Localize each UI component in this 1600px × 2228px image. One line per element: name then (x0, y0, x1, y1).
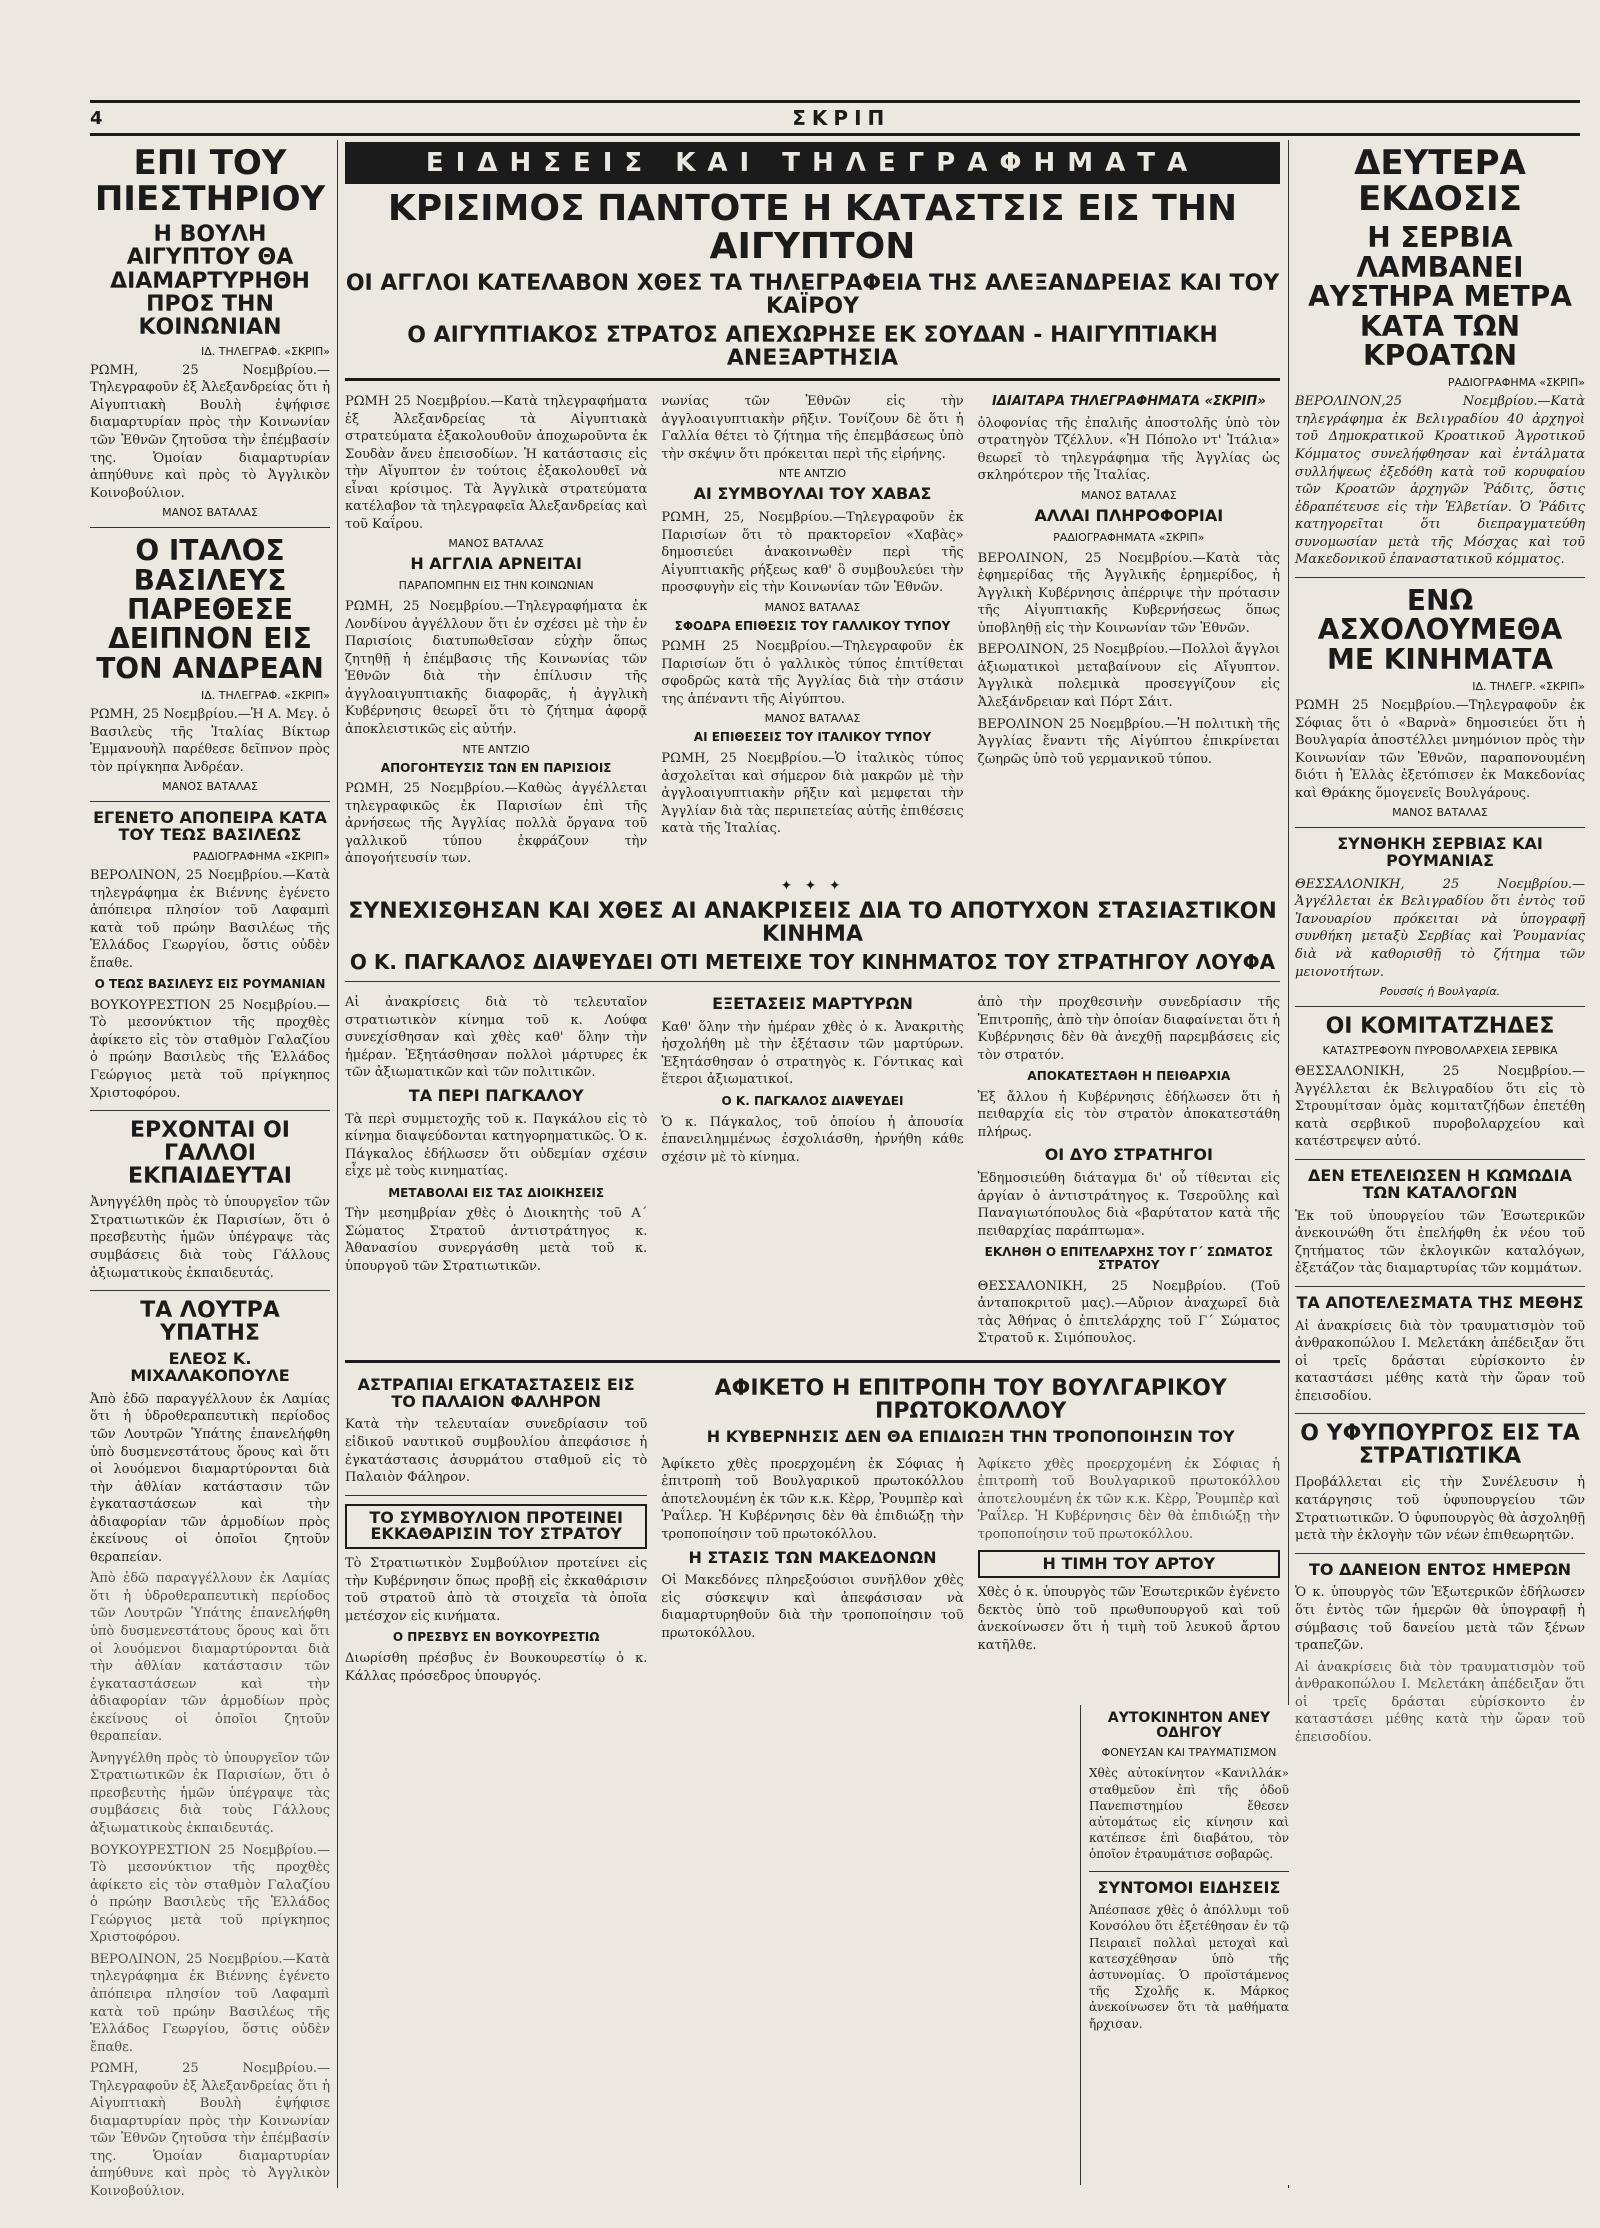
headline: ΤΑ ΑΠΟΤΕΛΕΣΜΑΤΑ ΤΗΣ ΜΕΘΗΣ (1296, 1292, 1584, 1312)
subheadline: ΕΞΕΤΑΣΕΙΣ ΜΑΡΤΥΡΩΝ (712, 994, 913, 1014)
headline: ΕΝΩ ΑΣΧΟΛΟΥΜΕΘΑ ΜΕ ΚΙΝΗΜΑΤΑ (1317, 583, 1563, 676)
article-text: ΡΩΜΗ 25 Νοεμβρίου.—Κατὰ τηλεγραφήματα ἐξ Ἀλεξανδρείας τὰ Αἰγυπτιακὰ στρατεύματα ἐξακολουθοῦν ἀποχωροῦντα ἐκ Σουδὰν ἄνευ ἐπεισοδίων. Ἡ κατάστασις εἰς τὴν Αἴγυπτον ἐν τούτοις ἐξακολουθεῖ νὰ εἶναι κρίσιμος. Τὰ Ἀγγλικὰ στρατεύματα κατέλαβον τὰ τηλεγραφεῖα Ἀλεξανδρείας καὶ τοῦ Καΐρου. (345, 393, 648, 532)
article-text: Τὰ περὶ συμμετοχῆς τοῦ κ. Παγκάλου εἰς τὸ κίνημα διαψεύδονται κατηγορηματικῶς. Ὁ κ. Πάγκαλος ἐδήλωσεν ὅτι οὐδεμίαν σχέσιν εἶχε μὲ τοὺς κινηματίας. (345, 1111, 648, 1180)
masthead (90, 100, 1580, 136)
article-text: ΒΕΡΟΛΙΝΟΝ, 25 Νοεμβρίου.—Πολλοὶ ἄγγλοι ἀξιωματικοὶ μεταβαίνουν εἰς Αἴγυπτον. Ἀγγλικὰ πολεμικὰ προσεγγίζουν εἰς Ἀλεξάνδρειαν καὶ Πόρτ Σάιτ. (977, 642, 1280, 710)
protocol-column-1 (661, 1452, 963, 1659)
article-text: Ἀπὸ ἐδῶ παραγγέλλουν ἐκ Λαμίας ὅτι ἡ ὑδροθεραπευτικὴ περίοδος τῶν Λουτρῶν Ὑπάτης ἐπανελήφθη ὑπὸ δυσμενεστάτους ὅρους καὶ ὅτι οἱ λουόμενοι διαμαρτύρονται διὰ τὴν ἀθλίαν κατάστασιν τῶν ἐγκαταστάσεων καὶ τὴν ἀδιαφορίαν τῶν ἁρμοδίων πρὸς ἐκείνους οἱ ὁποῖοι ζητοῦν θεραπείαν. (90, 1571, 330, 1745)
divider (1295, 1553, 1585, 1554)
article-text: ΒΟΥΚΟΥΡΕΣΤΙΟΝ 25 Νοεμβρίου.—Τὸ μεσονύκτιον τῆς προχθὲς ἀφίκετο εἰς τὸν σταθμὸν Γαλαζίου ὁ πρώην Βασιλεὺς τῆς Ἑλλάδος Γεώργιος μετὰ τοῦ πρίγκηπος Χριστοφόρου. (90, 997, 330, 1101)
article-text: ΒΕΡΟΛΙΝΟΝ, 25 Νοεμβρίου.—Κατὰ τηλεγράφημα ἐκ Βιέννης ἐγένετο ἀπόπειρα πλησίον τοῦ Λαφαμπὶ κατὰ τοῦ πρώην Βασιλέως τῆς Ἑλλάδος Γεωργίου, ὅστις οὐδὲν ἔπαθε. (90, 867, 330, 971)
telegram-column-3 (978, 389, 1280, 872)
article-text: Διωρίσθη πρέσβυς ἐν Βουκουρεστίῳ ὁ κ. Κάλλας πρόσεδρος ὑπουργός. (345, 1650, 648, 1684)
subheadline: ΑΠΟΚΑΤΕΣΤΑΘΗ Η ΠΕΙΘΑΡΧΙΑ (1027, 1069, 1231, 1084)
subheadline: ΦΟΝΕΥΣΑΝ ΚΑΙ ΤΡΑΥΜΑΤΙΣΜΟΝ (1101, 1746, 1277, 1760)
article-text: Τὸ Στρατιωτικὸν Συμβούλιον προτείνει εἰς τὴν Κυβέρνησιν ὅπως προβῇ εἰς ἐκκαθάρισιν τοῦ στρατοῦ ἀπὸ τὰ στοιχεῖα τὰ ὁποῖα μετέσχον εἰς κινήματα. (345, 1556, 648, 1624)
inquiry-column-3 (978, 990, 1280, 1352)
article-text: Ἀφίκετο χθὲς προερχομένη ἐκ Σόφιας ἡ ἐπιτροπὴ τοῦ Βουλγαρικοῦ πρωτοκόλλου ἀποτελουμένη ἐκ τῶν κ.κ. Κὲρρ, Ῥουμπὲρ καὶ Ῥαΐλερ. Ἡ Κυβέρνησις δὲν θὰ ἐπιδιώξῃ τὴν τροποποίησιν τοῦ πρωτοκόλλου. (661, 1456, 964, 1542)
bottom-news-block (1080, 1705, 1289, 2185)
byline: ΜΑΝΟΣ ΒΑΤΑΛΑΣ (1080, 488, 1177, 502)
article-text: ΡΩΜΗ, 25, Νοεμβρίου.—Τηλεγραφοῦν ἐκ Παρισίων ὅτι τὸ πρακτορεῖον «Χαβὰς» δημοσιεύει ἀνακοινωθὲν περὶ τῆς Αἰγυπτιακῆς ρήξεως καθ' ὃ συμβουλεύει τὴν προσφυγὴν εἰς τὴν Κοινωνίαν τῶν Ἐθνῶν. (661, 509, 964, 596)
lower-column-2 (661, 1371, 1280, 1689)
subheadline: Η ΑΓΓΛΙΑ ΑΡΝΕΙΤΑΙ (410, 554, 582, 574)
subheadline: ΠΑΡΑΠΟΜΠΗΝ ΕΙΣ ΤΗΝ ΚΟΙΝΩΝΙΑΝ (398, 579, 594, 593)
divider (1295, 1159, 1585, 1160)
subheadline: ΙΔΙΑΙΤΑΡΑ ΤΗΛΕΓΡΑΦΗΜΑΤΑ «ΣΚΡΙΠ» (991, 393, 1266, 409)
article-text: ΘΕΣΣΑΛΟΝΙΚΗ, 25 Νοεμβρίου.—Ἀγγέλλεται ἐκ Βελιγραδίου ὅτι εἰς τὸ Στρουμίτσαν ὁμὰς κομιτατζήδων ἐπετέθη κατὰ σερβικοῦ πυροβολαρχείου καὶ κατέστρεψεν αὐτό. (1295, 1064, 1585, 1150)
subheadline: ΑΠΟΓΟΗΤΕΥΣΙΣ ΤΩΝ ΕΝ ΠΑΡΙΣΙΟΙΣ (380, 760, 612, 775)
headline: ΤΟ ΣΥΜΒΟΥΛΙΟΝ ΠΡΟΤΕΙΝΕΙ ΕΚΚΑΘΑΡΙΣΙΝ ΤΟΥ ΣΤΡΑΤΟΥ (345, 1504, 647, 1550)
dateline: ΙΔ. ΤΗΛΕΓΡΑΦ. «ΣΚΡΙΠ» (201, 689, 330, 703)
divider (345, 1360, 1280, 1363)
divider (1295, 577, 1585, 578)
article-text: Καθ' ὅλην τὴν ἡμέραν χθὲς ὁ κ. Ἀνακριτὴς ἠσχολήθη μὲ τὴν ἐξέτασιν τῶν μαρτύρων. Ἐξητάσθησαν ὁ στρατηγὸς κ. Γόντικας καὶ ἕτεροι ἀξιωματικοί. (661, 1019, 964, 1088)
article-text: Ἐξ ἄλλου ἡ Κυβέρνησις ἐδήλωσεν ὅτι ἡ πειθαρχία εἰς τὸν στρατὸν ἀποκατεστάθη πλήρως. (977, 1089, 1280, 1140)
dateline: ΙΔ. ΤΗΛΕΓΡ. «ΣΚΡΙΠ» (1472, 679, 1585, 693)
headline: ΣΥΝΘΗΚΗ ΣΕΡΒΙΑΣ ΚΑΙ ΡΟΥΜΑΝΙΑΣ (1337, 834, 1543, 871)
divider (1089, 1871, 1289, 1872)
article-text: ΡΩΜΗ, 25 Νοεμβρίου.—Τηλεγραφοῦν ἐξ Ἀλεξανδρείας ὅτι ἡ Αἰγυπτιακὴ Βουλὴ ἐψήφισε διαμαρτυρίαν πρὸς τὴν Κοινωνίαν τῶν Ἐθνῶν ζητοῦσα τὴν ἐπέμβασίν της. Ὁμοίαν διαμαρτυρίαν ἀπηύθυνε καὶ πρὸς τὸ Ἀγγλικὸν Κοινοβούλιον. (90, 2061, 330, 2199)
headline: ΑΥΤΟΚΙΝΗΤΟΝ ΑΝΕΥ ΟΔΗΓΟΥ (1107, 1710, 1271, 1741)
article-text: Ἀπὸ ἐδῶ παραγγέλλουν ἐκ Λαμίας ὅτι ἡ ὑδροθεραπευτικὴ περίοδος τῶν Λουτρῶν Ὑπάτης ἐπανελήφθη ὑπὸ δυσμενεστάτους ὅρους καὶ ὅτι οἱ λουόμενοι διαμαρτύρονται διὰ τὴν ἀθλίαν κατάστασιν τῶν ἐγκαταστάσεων καὶ τὴν ἀδιαφορίαν τῶν ἁρμοδίων πρὸς ἐκείνους οἱ ὁποῖοι ζητοῦν θεραπείαν. (90, 1391, 330, 1565)
subheadline: Ο Κ. ΠΑΓΚΑΛΟΣ ΔΙΑΨΕΥΔΕΙ (721, 1094, 904, 1109)
subheadline: ΕΚΛΗΘΗ Ο ΕΠΙΤΕΛΑΡΧΗΣ ΤΟΥ Γ΄ ΣΩΜΑΤΟΣ ΣΤΡΑΤΟΥ (984, 1245, 1273, 1273)
divider (1295, 827, 1585, 828)
subheadline: Η ΣΤΑΣΙΣ ΤΩΝ ΜΑΚΕΔΟΝΩΝ (688, 1547, 937, 1567)
headline: ΤΑ ΛΟΥΤΡΑ ΥΠΑΤΗΣ (140, 1298, 280, 1347)
page-number: 4 (90, 107, 103, 129)
telegram-columns (345, 389, 1280, 872)
subheadline: ΤΑ ΠΕΡΙ ΠΑΓΚΑΛΟΥ (408, 1085, 584, 1105)
subheadline: Ο ΠΡΕΣΒΥΣ ΕΝ ΒΟΥΚΟΥΡΕΣΤΙΩ (392, 1630, 600, 1645)
article-text: ὀλοφονίας τῆς ἐπαλιῆς ἀποστολῆς ὑπὸ τὸν στρατηγὸν Τζέλλυν. «Ἡ Πόπολο ντ' Ἰτάλια» θεωρεῖ τὸ τηλεγράφημα τῆς Ἀγγλίας ὡς σκληρότερον τῆς Ἰταλίας. (977, 415, 1280, 484)
article-text: Ὁ κ. ὑπουργὸς τῶν Ἐξωτερικῶν ἐδήλωσεν ὅτι ἐντὸς τῶν ἡμερῶν θὰ ὑπογραφῇ ἡ σύμβασις τοῦ δανείου μετὰ τῶν ξένων τραπεζῶν. (1295, 1585, 1585, 1654)
telegram-column-2 (661, 389, 963, 872)
byline: ΜΑΝΟΣ ΒΑΤΑΛΑΣ (764, 712, 861, 726)
divider (1295, 1286, 1585, 1287)
subheadline: ΟΙ ΔΥΟ ΣΤΡΑΤΗΓΟΙ (1044, 1145, 1213, 1165)
subheadline: ΑΙ ΣΥΜΒΟΥΛΑΙ ΤΟΥ ΧΑΒΑΣ (693, 484, 932, 504)
article-text: Χθὲς αὐτοκίνητον «Κανιλλάκ» σταθμεῦον ἐπὶ τῆς ὁδοῦ Πανεπιστημίου ἔθεσεν αὐτομάτως εἰς κίνησιν καὶ κατέπεσε ἐπὶ διαβάτου, τὸν ὁποῖον ἐτραυμάτισε σοβαρῶς. (1089, 1766, 1289, 1862)
subheadline: ΕΛΕΟΣ Κ. ΜΙΧΑΛΑΚΟΠΟΥΛΕ (130, 1349, 290, 1386)
headline: ΑΣΤΡΑΠΙΑΙ ΕΓΚΑΤΑΣΤΑΣΕΙΣ ΕΙΣ ΤΟ ΠΑΛΑΙΟΝ ΦΑΛΗΡΟΝ (357, 1374, 635, 1411)
headline: ΕΓΕΝΕΤΟ ΑΠΟΠΕΙΡΑ ΚΑΤΑ ΤΟΥ ΤΕΩΣ ΒΑΣΙΛΕΩΣ (93, 808, 327, 845)
subheadline: ΡΑΔΙΟΓΡΑΦΗΜΑΤΑ «ΣΚΡΙΠ» (1053, 530, 1205, 544)
headline: ΤΟ ΔΑΝΕΙΟΝ ΕΝΤΟΣ ΗΜΕΡΩΝ (1309, 1559, 1571, 1579)
subheadline: ΑΛΛΑΙ ΠΛΗΡΟΦΟΡΙΑΙ (1034, 505, 1224, 525)
article-text: ΡΩΜΗ, 25 Νοεμβρίου.—Τηλεγραφοῦν ἐξ Ἀλεξανδρείας ὅτι ἡ Αἰγυπτιακὴ Βουλὴ ἐψήφισε διαμαρτυρίαν πρὸς τὴν Κοινωνίαν τῶν Ἐθνῶν ζητοῦσα τὴν ἐπέμβασίν της. Ὁμοίαν διαμαρτυρίαν ἀπηύθυνε καὶ πρὸς τὸ Ἀγγλικὸν Κοινοβούλιον. (90, 362, 330, 501)
subheadline: ΣΦΟΔΡΑ ΕΠΙΘΕΣΙΣ ΤΟΥ ΓΑΛΛΙΚΟΥ ΤΥΠΟΥ (674, 618, 951, 633)
dateline: ΡΑΔΙΟΓΡΑΦΗΜΑ «ΣΚΡΙΠ» (1447, 376, 1585, 390)
article-text: Προβάλλεται εἰς τὴν Συνέλευσιν ἡ κατάργησις τοῦ ὑφυπουργείου τῶν Στρατιωτικῶν. Ὁ ὑφυπουργὸς θὰ ἀσχοληθῇ μετὰ τὴν ἐκλογὴν τῶν νέων ἐπιθεωρητῶν. (1295, 1475, 1585, 1544)
article-text: ΘΕΣΣΑΛΟΝΙΚΗ, 25 Νοεμβρίου.—Ἀγγέλλεται ἐκ Βελιγραδίου ὅτι ἐντὸς τοῦ Ἰανουαρίου πρόκειται νὰ ὑπογραφῇ συνθήκη μεταξὺ Σερβίας καὶ Ῥουμανίας διὰ νὰ καθορισθῇ τὸ ζήτημα τῶν μειονοτήτων. (1295, 876, 1585, 980)
article-text: Τὴν μεσημβρίαν χθὲς ὁ Διοικητὴς τοῦ Α΄ Σώματος Στρατοῦ ἀντιστράτηγος κ. Ἀθανασίου συνεργάσθη μετὰ τοῦ κ. ὑπουργοῦ τῶν Στρατιωτικῶν. (345, 1206, 648, 1274)
subheadline: ΑΙ ΕΠΙΘΕΣΕΙΣ ΤΟΥ ΙΤΑΛΙΚΟΥ ΤΥΠΟΥ (693, 730, 932, 745)
byline: ΜΑΝΟΣ ΒΑΤΑΛΑΣ (1392, 806, 1488, 820)
article-text: ΡΩΜΗ, 25 Νοεμβρίου.—Καθὼς ἀγγέλλεται τηλεγραφικῶς ἐκ Παρισίων ἐπὶ τῆς ἀρνήσεως τῆς Ἀγγλίας πολλὰ ὄργανα τοῦ γαλλικοῦ τύπου ἐκφράζουν τὴν ἀπογοήτευσίν των. (345, 781, 648, 867)
article-text: Αἱ ἀνακρίσεις διὰ τὸν τραυματισμὸν τοῦ ἀνθρακοπώλου Ι. Μελετάκη ἀπέδειξαν ὅτι οἱ τρεῖς δράσται εὑρίσκοντο ἐν καταστάσει μέθης κατὰ τὴν ὥραν τοῦ ἐπεισοδίου. (1295, 1318, 1585, 1404)
lower-column-1 (345, 1371, 647, 1689)
divider (1295, 1413, 1585, 1414)
article-text: Αἱ ἀνακρίσεις διὰ τὸν τραυματισμὸν τοῦ ἀνθρακοπώλου Ι. Μελετάκη ἀπέδειξαν ὅτι οἱ τρεῖς δράσται εὑρίσκοντο ἐν καταστάσει μέθης κατὰ τὴν ὥραν τοῦ ἐπεισοδίου. (1295, 1659, 1585, 1745)
headline: ΕΡΧΟΝΤΑΙ ΟΙ ΓΑΛΛΟΙ ΕΚΠΑΙΔΕΥΤΑΙ (128, 1118, 292, 1190)
divider (345, 1495, 647, 1496)
newspaper-name: ΣΚΡΙΠ (792, 106, 891, 130)
article-text: ΡΩΜΗ 25 Νοεμβρίου.—Τηλεγραφοῦν ἐκ Σόφιας ὅτι ὁ «Βαρνὰ» δημοσιεύει ὅτι ἡ Βουλγαρία ἀποστέλλει μνημόνιον πρὸς τὴν Κοινωνίαν τῶν Ἐθνῶν, παραπονουμένη διότι ἡ Ἑλλὰς ἐξετόπισεν ἐκ Μακεδονίας καὶ Θράκης ὅμογενεῖς Βουλγάρους. (1295, 697, 1585, 801)
dateline: ΡΑΔΙΟΓΡΑΦΗΜΑ «ΣΚΡΙΠ» (192, 849, 330, 863)
article-text: ΒΕΡΟΛΙΝΟΝ, 25 Νοεμβρίου.—Κατὰ τηλεγράφημα ἐκ Βιέννης ἐγένετο ἀπόπειρα πλησίον τοῦ Λαφαμπὶ κατὰ τοῦ πρώην Βασιλέως τῆς Ἑλλάδος Γεωργίου, ὅστις οὐδὲν ἔπαθε. (90, 1951, 330, 2055)
headline: Ο Κ. ΠΑΓΚΑΛΟΣ ΔΙΑΨΕΥΔΕΙ ΟΤΙ ΜΕΤΕΙΧΕ ΤΟΥ ΚΙΝΗΜΑΤΟΣ ΤΟΥ ΣΤΡΑΤΗΓΟΥ ΛΟΥΦΑ (349, 950, 1276, 975)
headline: ΔΕΥΤΕΡΑ ΕΚΔΟΣΙΣ (1354, 143, 1526, 219)
article-text: Οἱ Μακεδόνες πληρεξούσιοι συνῆλθον χθὲς εἰς σύσκεψιν καὶ ἀπεφάσισαν νὰ διαμαρτυρηθοῦν διὰ τὴν τροποποίησιν τοῦ πρωτοκόλλου. (661, 1573, 964, 1641)
headline: Ο ΥΦΥΠΟΥΡΓΟΣ ΕΙΣ ΤΑ ΣΤΡΑΤΙΩΤΙΚΑ (1300, 1421, 1580, 1470)
article-text: ΡΩΜΗ, 25 Νοεμβρίου.—Ἡ Α. Μεγ. ὁ Βασιλεὺς τῆς Ἰταλίας Βίκτωρ Ἐμμανουὴλ παρέθεσε δεῖπνον πρὸς τὸν πρίγκηπα Ἀνδρέαν. (90, 707, 330, 775)
headline: Η ΣΕΡΒΙΑ ΛΑΜΒΑΝΕΙ ΑΥΣΤΗΡΑ ΜΕΤΡΑ ΚΑΤΑ ΤΩΝ ΚΡΟΑΤΩΝ (1308, 221, 1572, 372)
article-text: ΡΩΜΗ 25 Νοεμβρίου.—Τηλεγραφοῦν ἐκ Παρισίων ὅτι ὁ γαλλικὸς τύπος ἐπιτίθεται σφοδρῶς κατὰ τῆς Ἀγγλίας διὰ τὴν στάσιν της ἀπέναντι τῆς Αἰγύπτου. (661, 639, 964, 707)
headline: ΔΕΝ ΕΤΕΛΕΙΩΣΕΝ Η ΚΩΜΩΔΙΑ ΤΩΝ ΚΑΤΑΛΟΓΩΝ (1308, 1165, 1572, 1202)
section-banner: ΕΙΔΗΣΕΙΣ ΚΑΙ ΤΗΛΕΓΡΑΦΗΜΑΤΑ (345, 142, 1280, 184)
telegram-column-1 (345, 389, 647, 872)
divider (345, 378, 1280, 381)
article-text: Κατὰ τὴν τελευταίαν συνεδρίασιν τοῦ εἰδικοῦ ναυτικοῦ συμβουλίου ἀπεφάσισε ἡ ἐγκατάστασις ἀσυρμάτου σταθμοῦ εἰς τὸ Παλαιὸν Φάληρον. (345, 1417, 648, 1486)
article-text: Χθὲς ὁ κ. ὑπουργὸς τῶν Ἐσωτερικῶν ἐγένετο δεκτὸς ὑπὸ τοῦ πρωθυπουργοῦ καὶ τοῦ ἀνεκοίνωσεν ὅτι ἡ τιμὴ τοῦ λευκοῦ ἄρτου κατῆλθε. (977, 1585, 1280, 1653)
article-text: Αἱ ἀνακρίσεις διὰ τὸ τελευταῖον στρατιωτικὸν κίνημα τοῦ κ. Λούφα συνεχίσθησαν καὶ χθὲς καθ' ὅλην τὴν ἡμέραν. Ἐξητάσθησαν πολλοὶ μάρτυρες ἐκ τῶν ἀξιωματικῶν καὶ τῶν πολιτικῶν. (345, 995, 648, 1081)
ornament-divider: ✦ ✦ ✦ (780, 877, 845, 894)
article-text: ΒΕΡΟΛΙΝΟΝ 25 Νοεμβρίου.—Ἡ πολιτικὴ τῆς Ἀγγλίας ἔναντι τῆς Αἰγύπτου ἐπικρίνεται ζωηρῶς ὑπὸ τοῦ γερμανικοῦ τύπου. (977, 716, 1280, 767)
article-text: Ἐδημοσιεύθη διάταγμα δι' οὗ τίθενται εἰς ἀργίαν ὁ ἀντιστράτηγος κ. Τσεροῦλης καὶ Παναγιωτόπουλος διὰ «βαρύτατον κατὰ τῆς πειθαρχίας παράπτωμα». (977, 1171, 1280, 1239)
headline: Ο ΙΤΑΛΟΣ ΒΑΣΙΛΕΥΣ ΠΑΡΕΘΕΣΕ ΔΕΙΠΝΟΝ ΕΙΣ ΤΟΝ ΑΝΔΡΕΑΝ (96, 534, 324, 685)
lower-columns (345, 1371, 1280, 1689)
divider (90, 1110, 330, 1111)
byline: ΜΑΝΟΣ ΒΑΤΑΛΑΣ (448, 537, 544, 551)
subheadline: Ο ΤΕΩΣ ΒΑΣΙΛΕΥΣ ΕΙΣ ΡΟΥΜΑΝΙΑΝ (94, 977, 326, 992)
headline: ΚΡΙΣΙΜΟΣ ΠΑΝΤΟΤΕ Η ΚΑΤΑΣΤΣΙΣ ΕΙΣ ΤΗΝ ΑΙΓΥΠΤΟΝ (387, 188, 1238, 267)
article-text: Ἀπέσπασε χθὲς ὁ ἀπόλλυμι τοῦ Κονσόλου ὅτι ἐξετέθησαν ἐν τῷ Πειραιεῖ πολλαὶ μετοχαὶ καὶ κατεσχέθησαν ὑπὸ τῆς ἀστυνομίας. Ὁ προϊστάμενος τῆς Σχολῆς κ. Μάρκος ἀνεκοίνωσεν ὅτι τὰ μαθήματα ἤρχισαν. (1089, 1903, 1289, 2031)
headline: ΟΙ ΚΟΜΙΤΑΤΖΗΔΕΣ (1325, 1014, 1555, 1040)
byline: ΜΑΝΟΣ ΒΑΤΑΛΑΣ (162, 780, 258, 794)
byline: ΝΤΕ ΑΝΤΖΙΟ (778, 467, 847, 481)
article-text: ἀπὸ τὴν προχθεσινὴν συνεδρίασιν τῆς Ἐπιτροπῆς, ἀπὸ τὴν ὁποίαν διαφαίνεται ὅτι ἡ Κυβέρνησις δὲν θὰ ἀνεχθῇ παρεμβάσεις εἰς τὸν στρατόν. (977, 995, 1280, 1063)
left-column (90, 140, 330, 2199)
article-text: ΒΟΥΚΟΥΡΕΣΤΙΟΝ 25 Νοεμβρίου.—Τὸ μεσονύκτιον τῆς προχθὲς ἀφίκετο εἰς τὸν σταθμὸν Γαλαζίου ὁ πρώην Βασιλεὺς τῆς Ἑλλάδος Γεώργιος μετὰ τοῦ πρίγκηπος Χριστοφόρου. (90, 1842, 330, 1946)
subheadline: ΜΕΤΑΒΟΛΑΙ ΕΙΣ ΤΑΣ ΔΙΟΙΚΗΣΕΙΣ (388, 1185, 605, 1200)
article-text: ΒΕΡΟΛΙΝΟΝ, 25 Νοεμβρίου.—Κατὰ τὰς ἐφημερίδας τῆς Ἀγγλικῆς ἐρημερίδος, ἡ Ἀγγλικὴ Κυβέρνησις ἀπέρριψε τὴν πρότασιν τῆς Αἰγυπτιακῆς Κυβερνήσεως ὅπως ὑποβληθῇ εἰς τὴν Κοινωνίαν τῶν Ἐθνῶν. (977, 550, 1280, 636)
divider (90, 801, 330, 802)
headline: ΟΙ ΑΓΓΛΟΙ ΚΑΤΕΛΑΒΟΝ ΧΘΕΣ ΤΑ ΤΗΛΕΓΡΑΦΕΙΑ ΤΗΣ ΑΛΕΞΑΝΔΡΕΙΑΣ ΚΑΙ ΤΟΥ ΚΑΪΡΟΥ (345, 270, 1280, 319)
article-text: Ἀφίκετο χθὲς προερχομένη ἐκ Σόφιας ἡ ἐπιτροπὴ τοῦ Βουλγαρικοῦ πρωτοκόλλου ἀποτελουμένη ἐκ τῶν κ.κ. Κὲρρ, Ῥουμπὲρ καὶ Ῥαΐλερ. Ἡ Κυβέρνησις δὲν θὰ ἐπιδιώξῃ τὴν τροποποίησιν τοῦ πρωτοκόλλου. (977, 1456, 1280, 1542)
protocol-column-2 (978, 1452, 1280, 1659)
article-text: Ἀνηγγέλθη πρὸς τὸ ὑπουργεῖον τῶν Στρατιωτικῶν ἐκ Παρισίων, ὅτι ὁ πρεσβευτὴς ἡμῶν ὑπέγραψε τὰς συμβάσεις διὰ τοὺς Γάλλους ἀξιωματικοὺς ἐκπαιδευτάς. (90, 1750, 330, 1837)
article-text: Ἀνηγγέλθη πρὸς τὸ ὑπουργεῖον τῶν Στρατιωτικῶν ἐκ Παρισίων, ὅτι ὁ πρεσβευτὴς ἡμῶν ὑπέγραψε τὰς συμβάσεις διὰ τοὺς Γάλλους ἀξιωματικοὺς ἐκπαιδευτάς. (90, 1195, 330, 1281)
column-rule-left (337, 140, 338, 2188)
article-text: Ὁ κ. Πάγκαλος, τοῦ ὁποίου ἡ ἀπουσία ἐπανειλημμένως ἐσχολιάσθη, ἠρνήθη κάθε σχέσιν μὲ τὸ κίνημα. (661, 1114, 964, 1165)
headline: ΑΦΙΚΕΤΟ Η ΕΠΙΤΡΟΠΗ ΤΟΥ ΒΟΥΛΓΑΡΙΚΟΥ ΠΡΩΤΟΚΟΛΛΟΥ (714, 1375, 1227, 1424)
article-text: Ἐκ τοῦ ὑπουργείου τῶν Ἐσωτερικῶν ἀνεκοινώθη ὅτι ἐπελήφθη ἐκ νέου τοῦ ζητήματος τῶν ἐκλογικῶν καταλόγων, ἐξετάζον τὰς διαμαρτυρίας τῶν κομμάτων. (1295, 1208, 1585, 1277)
headline: ΣΥΝΕΧΙΣΘΗΣΑΝ ΚΑΙ ΧΘΕΣ ΑΙ ΑΝΑΚΡΙΣΕΙΣ ΔΙΑ ΤΟ ΑΠΟΤΥΧΟΝ ΣΤΑΣΙΑΣΤΙΚΟΝ ΚΙΝΗΜΑ (348, 898, 1277, 947)
article-text: ΘΕΣΣΑΛΟΝΙΚΗ, 25 Νοεμβρίου. (Τοῦ ἀνταποκριτοῦ μας).—Αὔριον ἀναχωρεῖ διὰ τὰς Ἀθήνας ὁ ἐπιτελάρχης τοῦ Γ΄ Σώματος Στρατοῦ κ. Σιμόπουλος. (977, 1278, 1280, 1347)
headline: Η ΒΟΥΛΗ ΑΙΓΥΠΤΟΥ ΘΑ ΔΙΑΜΑΡΤΥΡΗΘΗ ΠΡΟΣ ΤΗΝ ΚΟΙΝΩΝΙΑΝ (110, 222, 310, 340)
headline: Ο ΑΙΓΥΠΤΙΑΚΟΣ ΣΤΡΑΤΟΣ ΑΠΕΧΩΡΗΣΕ ΕΚ ΣΟΥΔΑΝ - ΗΑΙΓΥΠΤΙΑΚΗ ΑΝΕΞΑΡΤΗΣΙΑ (407, 322, 1218, 371)
byline: ΜΑΝΟΣ ΒΑΤΑΛΑΣ (764, 600, 861, 614)
right-column (1295, 140, 1585, 2188)
article-text: Ρουσσίς ἡ Βουλγαρία. (1379, 985, 1501, 999)
protocol-columns (661, 1452, 1280, 1659)
headline: Η ΚΥΒΕΡΝΗΣΙΣ ΔΕΝ ΘΑ ΕΠΙΔΙΩΞΗ ΤΗΝ ΤΡΟΠΟΠΟΙΗΣΙΝ ΤΟΥ (706, 1427, 1235, 1446)
article-text: ΒΕΡΟΛΙΝΟΝ,25 Νοεμβρίου.—Κατὰ τηλεγράφημα ἐκ Βελιγραδίου 40 ἀρχηγοὶ τοῦ Δημοκρατικοῦ Κροατικοῦ Ἀγροτικοῦ Κόμματος συνελήφθησαν καὶ ἐντάλματα συλλήψεως ἐξεδόθη κατὰ τοῦ κορυφαίου τῶν Κροατῶν ἀρχηγῶν Ῥάδιτς, ὅστις ἐδραπέτευσε εἰς τὴν Ἑλβετίαν. Ὁ Ῥάδιτς κατηγορεῖται ὅτι διεπραγματεύθη συνομωσίαν μετὰ τῆς Μόσχας καὶ τοῦ Μακεδονικοῦ ἐπαναστατικοῦ κόμματος. (1295, 394, 1585, 568)
byline: ΜΑΝΟΣ ΒΑΤΑΛΑΣ (162, 506, 258, 520)
inquiry-column-2 (661, 990, 963, 1352)
byline: ΝΤΕ ΑΝΤΖΙΟ (462, 742, 530, 756)
subheadline: Η ΤΙΜΗ ΤΟΥ ΑΡΤΟΥ (978, 1550, 1280, 1579)
inquiry-column-1 (345, 990, 647, 1352)
article-text: ΡΩΜΗ, 25 Νοεμβρίου.—Τηλεγραφήματα ἐκ Λονδίνου ἀγγέλλουν ὅτι ἐν σχέσει μὲ τὴν ἐν Παρισίοις διατυπωθεῖσαν εὐχὴν ὅπως ζητηθῇ ἡ ἐπέμβασις τῆς Κοινωνίας τῶν Ἐθνῶν διὰ τὴν ἐπίλυσιν τῆς ἀγγλοαιγυπτιακῆς διαφορᾶς, ἡ ἀγγλικὴ Κυβέρνησις θεωρεῖ ὅτι τὸ ζήτημα ἀφορᾷ ἀποκλειστικῶς εἰς αὐτήν. (345, 599, 648, 737)
divider (90, 527, 330, 528)
divider (90, 1290, 330, 1291)
headline: ΕΠΙ ΤΟΥ ΠΙΕΣΤΗΡΙΟΥ (94, 143, 326, 219)
divider (345, 981, 1280, 982)
inquiry-columns (345, 990, 1280, 1352)
headline: ΣΥΝΤΟΜΟΙ ΕΙΔΗΣΕΙΣ (1097, 1877, 1281, 1897)
subheadline: ΚΑΤΑΣΤΡΕΦΟΥΝ ΠΥΡΟΒΟΛΑΡΧΕΙΑ ΣΕΡΒΙΚΑ (1322, 1044, 1558, 1058)
article-text: νωνίας τῶν Ἐθνῶν εἰς τὴν ἀγγλοαιγυπτιακὴν ρῆξιν. Τονίζουν δὲ ὅτι ἡ Γαλλία θέτει τὸ ζήτημα τῆς ἐπεμβάσεως ὑπὸ τὴν σκέψιν ὅτι πρόκειται περὶ τῆς εἰρήνης. (661, 393, 964, 462)
dateline: ΙΔ. ΤΗΛΕΓΡΑΦ. «ΣΚΡΙΠ» (201, 344, 330, 358)
divider (1295, 1006, 1585, 1007)
article-text: ΡΩΜΗ, 25 Νοεμβρίου.—Ὁ ἰταλικὸς τύπος ἀσχολεῖται καὶ σήμερον διὰ μακρῶν μὲ τὴν ἀγγλοαιγυπτιακὴν ρῆξιν καὶ μεμφεται τὴν Ἀγγλίαν διὰ τὰς περιπετείας αὐτῆς ἐπιθέσεις κατὰ τῆς Ἰταλίας. (661, 751, 964, 837)
